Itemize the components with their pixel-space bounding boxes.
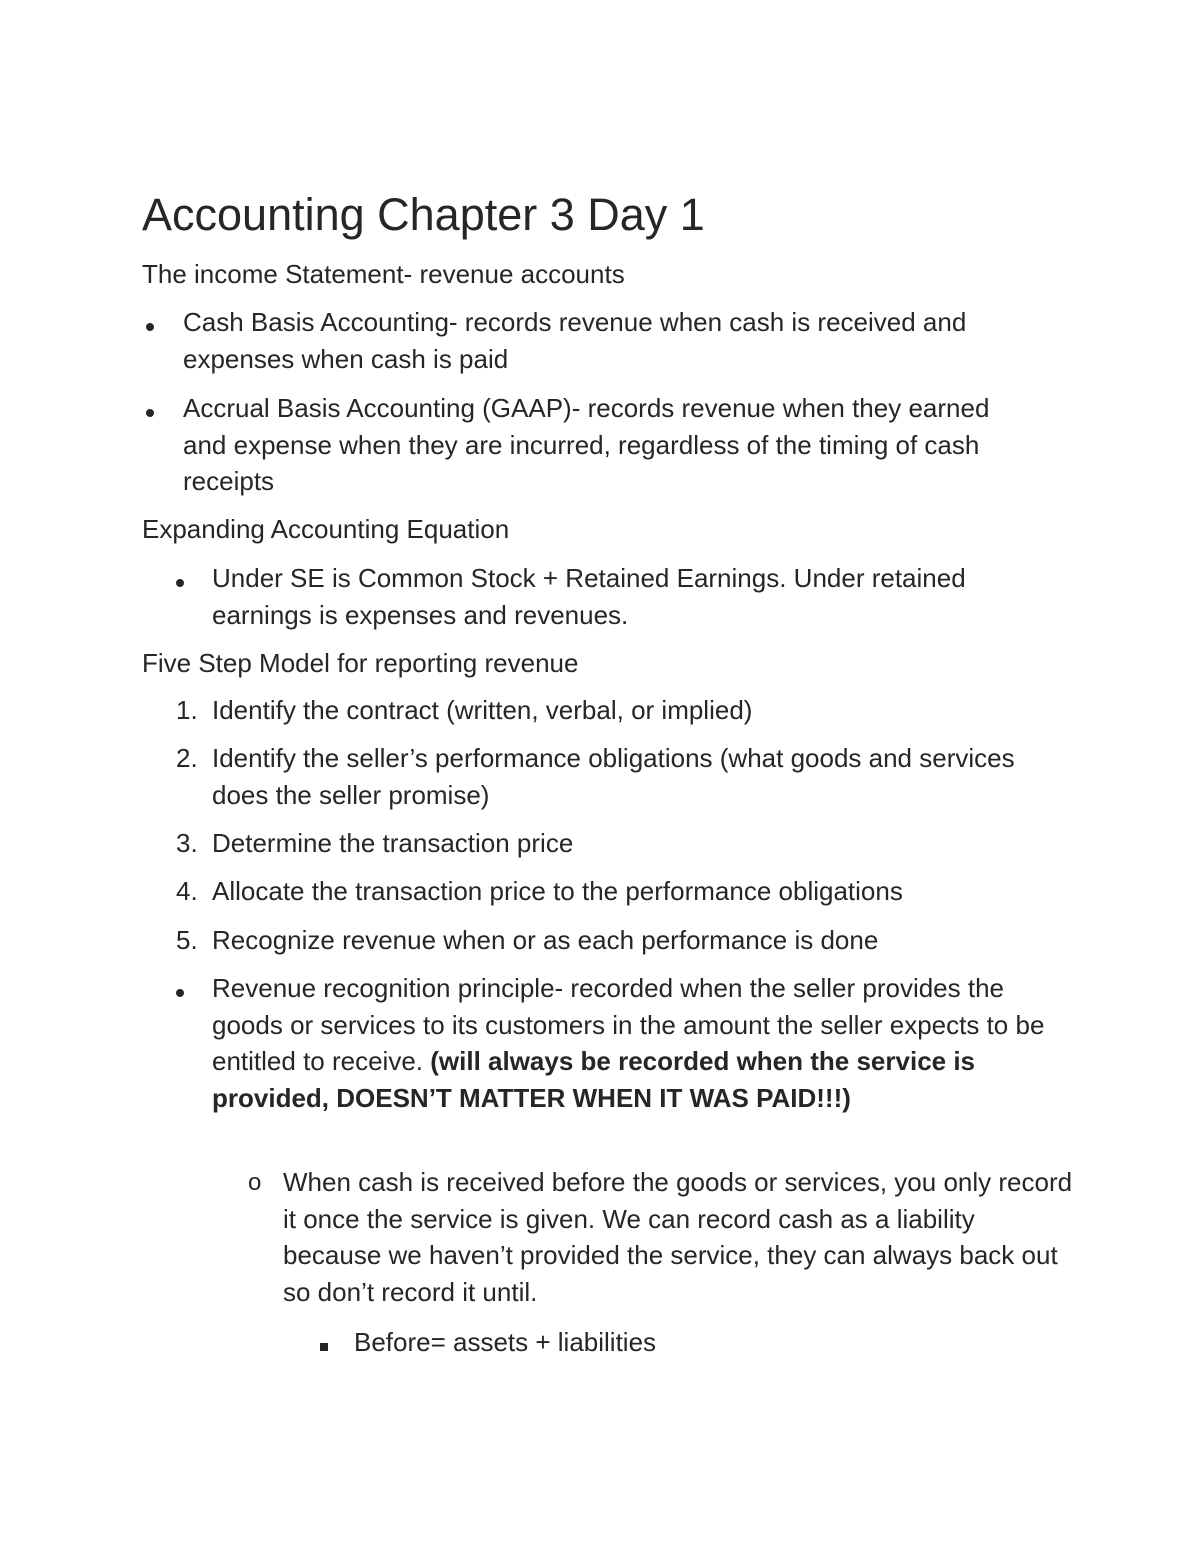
step-item-3: Determine the transaction price — [212, 828, 574, 858]
section-heading-expanding-equation: Expanding Accounting Equation — [142, 514, 510, 544]
bullet-icon — [146, 390, 154, 426]
page-title: Accounting Chapter 3 Day 1 — [142, 189, 705, 240]
list-item-cash-basis: Cash Basis Accounting- records revenue when cash is received and expenses when cash is paid — [183, 307, 967, 374]
bullet-icon — [176, 970, 184, 1006]
list-item-revenue-principle — [212, 970, 1072, 1116]
step-number: 1. — [176, 695, 198, 725]
step-number: 3. — [176, 828, 198, 858]
list-item-under-se: Under SE is Common Stock + Retained Earnings. Under retained earnings is expenses and revenues. — [212, 563, 966, 630]
step-item-4: Allocate the transaction price to the performance obligations — [212, 876, 903, 906]
step-item-5: Recognize revenue when or as each performance is done — [212, 925, 879, 955]
principle-text: Revenue recognition principle- recorded when the seller provides the goods or services to its customers in the amount the seller expects to be entitled to receive. — [212, 973, 1045, 1076]
square-bullet-icon — [320, 1324, 328, 1360]
circle-bullet-icon: o — [248, 1169, 262, 1196]
principle-emphasis: (will always be recorded when the service is provided, DOESN’T MATTER WHEN IT WAS PAID!!!) — [212, 1046, 976, 1113]
step-number: 2. — [176, 743, 198, 773]
section-heading-income-statement: The income Statement- revenue accounts — [142, 259, 625, 289]
sub-item-cash-before-service: When cash is received before the goods or services, you only record it once the service is given. We can record cash as a liability because we haven’t provided the service, they can always back out so don’t record it until. — [283, 1167, 1073, 1307]
subsub-item-before: Before= assets + liabilities — [354, 1327, 657, 1357]
step-number: 5. — [176, 925, 198, 955]
bullet-icon — [146, 304, 154, 340]
step-item-2: Identify the seller’s performance obligations (what goods and services does the seller promise) — [212, 743, 1015, 810]
list-item-accrual-basis: Accrual Basis Accounting (GAAP)- records revenue when they earned and expense when they are incurred, regardless of the timing of cash receipts — [183, 393, 990, 496]
section-heading-five-step: Five Step Model for reporting revenue — [142, 648, 579, 678]
step-number: 4. — [176, 876, 198, 906]
bullet-icon — [176, 560, 184, 596]
step-item-1: Identify the contract (written, verbal, or implied) — [212, 695, 753, 725]
